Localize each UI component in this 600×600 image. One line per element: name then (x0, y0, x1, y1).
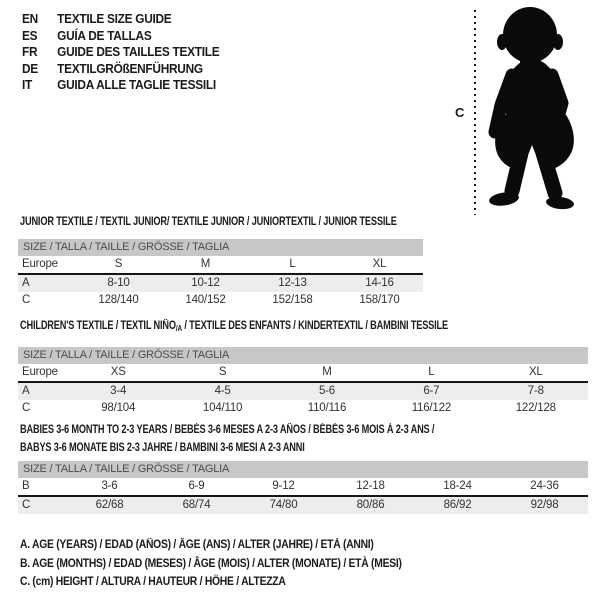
size-column-header: M (162, 256, 249, 274)
title-part: / TEXTILE DES ENFANTS / KINDERTEXTIL / BAMBINI TESSILE (181, 320, 448, 332)
size-cell: 5-6 (275, 382, 379, 400)
size-column-header: L (249, 256, 336, 274)
size-cell: 18-24 (414, 478, 501, 496)
size-cell: 3-4 (66, 382, 170, 400)
size-cell: 80/86 (327, 496, 414, 514)
size-cell: 12-18 (327, 478, 414, 496)
size-cell: 6-7 (379, 382, 483, 400)
title-part: CHILDREN'S TEXTILE / TEXTIL NIÑO (20, 320, 176, 332)
size-cell: 158/170 (359, 294, 400, 306)
language-row (22, 77, 219, 94)
language-row (22, 61, 219, 78)
language-code: DE (22, 61, 38, 76)
table-row (18, 400, 588, 417)
size-column-header: XL (336, 256, 423, 274)
size-column-header: XL (484, 364, 588, 382)
row-label: A (18, 382, 66, 400)
footnote: A. AGE (YEARS) / EDAD (AÑOS) / ÂGE (ANS) / ALTER (JAHRE) / ETÀ (ANNI) (20, 539, 374, 551)
title-subscript: /A (175, 324, 182, 333)
row-label: C (22, 294, 31, 306)
language-name: GUÍA DE TALLAS (57, 28, 152, 43)
size-cell: 152/158 (272, 294, 313, 306)
language-row (22, 44, 219, 61)
size-header-bar: SIZE / TALLA / TAILLE / GRÖSSE / TAGLIA (18, 239, 423, 256)
size-cell: 14-16 (336, 274, 423, 292)
babies-size-table (18, 461, 588, 514)
table-row (18, 292, 423, 309)
children-table-section (18, 319, 596, 417)
size-header-bar: SIZE / TALLA / TAILLE / GRÖSSE / TAGLIA (18, 347, 588, 364)
row-label: B (18, 478, 66, 496)
table-title: BABIES 3-6 MONTH TO 2-3 YEARS / BEBÉS 3-6 MESES A 2-3 AÑOS / BÉBÉS 3-6 MOIS À 2-3 ANS / (20, 424, 435, 436)
table-title (20, 319, 481, 333)
size-column-header: S (170, 364, 274, 382)
size-cell: 128/140 (98, 294, 139, 306)
language-name: GUIDA ALLE TAGLIE TESSILI (57, 78, 216, 93)
size-cell: 110/116 (307, 402, 347, 414)
size-cell: 8-10 (75, 274, 162, 292)
junior-table-section (18, 215, 578, 309)
size-cell: 140/152 (185, 294, 226, 306)
size-cell: 7-8 (484, 382, 588, 400)
size-column-header: S (75, 256, 162, 274)
language-row (22, 28, 219, 45)
size-cell: 104/110 (202, 402, 243, 414)
children-size-table (18, 347, 588, 417)
size-column-header: M (275, 364, 379, 382)
junior-size-table (18, 239, 423, 309)
size-bar-row (18, 347, 588, 364)
table-row (18, 382, 588, 400)
size-cell: 3-6 (66, 478, 153, 496)
size-cell: 4-5 (170, 382, 274, 400)
footnote: C. (cm) HEIGHT / ALTURA / HAUTEUR / HÖHE / ALTEZZA (20, 576, 286, 589)
region-label: Europe (18, 364, 66, 382)
size-cell: 116/122 (411, 402, 452, 414)
language-name: GUIDE DES TAILLES TEXTILE (57, 45, 220, 60)
size-cell: 98/104 (101, 402, 136, 414)
size-cell: 6-9 (153, 478, 240, 496)
size-header-row (18, 364, 588, 382)
footnotes (20, 536, 402, 592)
table-row (18, 274, 423, 292)
size-cell: 9-12 (240, 478, 327, 496)
size-column-header: XS (66, 364, 170, 382)
table-title: BABYS 3-6 MONATE BIS 2-3 JAHRE / BAMBINI 3-6 MESI A 2-3 ANNI (20, 441, 305, 454)
size-cell: 92/98 (501, 496, 588, 514)
language-code: ES (22, 28, 38, 43)
row-label: A (18, 274, 75, 292)
size-cell: 68/74 (153, 496, 240, 514)
size-cell: 74/80 (240, 496, 327, 514)
row-label: C (22, 402, 31, 414)
language-name: TEXTILE SIZE GUIDE (57, 12, 172, 26)
size-column-header: L (379, 364, 483, 382)
size-cell: 86/92 (414, 496, 501, 514)
size-cell: 62/68 (66, 496, 153, 514)
size-header-bar: SIZE / TALLA / TAILLE / GRÖSSE / TAGLIA (18, 461, 588, 478)
baby-silhouette (487, 5, 593, 211)
table-row (18, 496, 588, 514)
size-cell: 122/128 (515, 402, 556, 414)
height-measure-label: C (455, 105, 465, 120)
language-code: FR (22, 45, 38, 60)
size-bar-row (18, 239, 423, 256)
language-code: IT (22, 78, 32, 93)
size-cell: 12-13 (249, 274, 336, 292)
size-cell: 24-36 (501, 478, 588, 496)
table-row (18, 478, 588, 496)
size-header-row (18, 256, 423, 274)
size-cell: 10-12 (162, 274, 249, 292)
size-bar-row (18, 461, 588, 478)
language-code: EN (22, 12, 38, 26)
babies-table-section (18, 422, 596, 514)
language-name: TEXTILGRÖßENFÜHRUNG (57, 61, 203, 76)
height-measure-dotted-line (474, 10, 476, 215)
footnote: B. AGE (MONTHS) / EDAD (MESES) / ÂGE (MOIS) / ALTER (MONATE) / ETÀ (MESI) (20, 557, 402, 570)
language-list (22, 11, 230, 94)
region-label: Europe (18, 256, 75, 274)
row-label: C (18, 496, 66, 514)
table-title: JUNIOR TEXTILE / TEXTIL JUNIOR/ TEXTILE JUNIOR / JUNIORTEXTIL / JUNIOR TESSILE (20, 216, 397, 228)
language-row (22, 11, 219, 28)
